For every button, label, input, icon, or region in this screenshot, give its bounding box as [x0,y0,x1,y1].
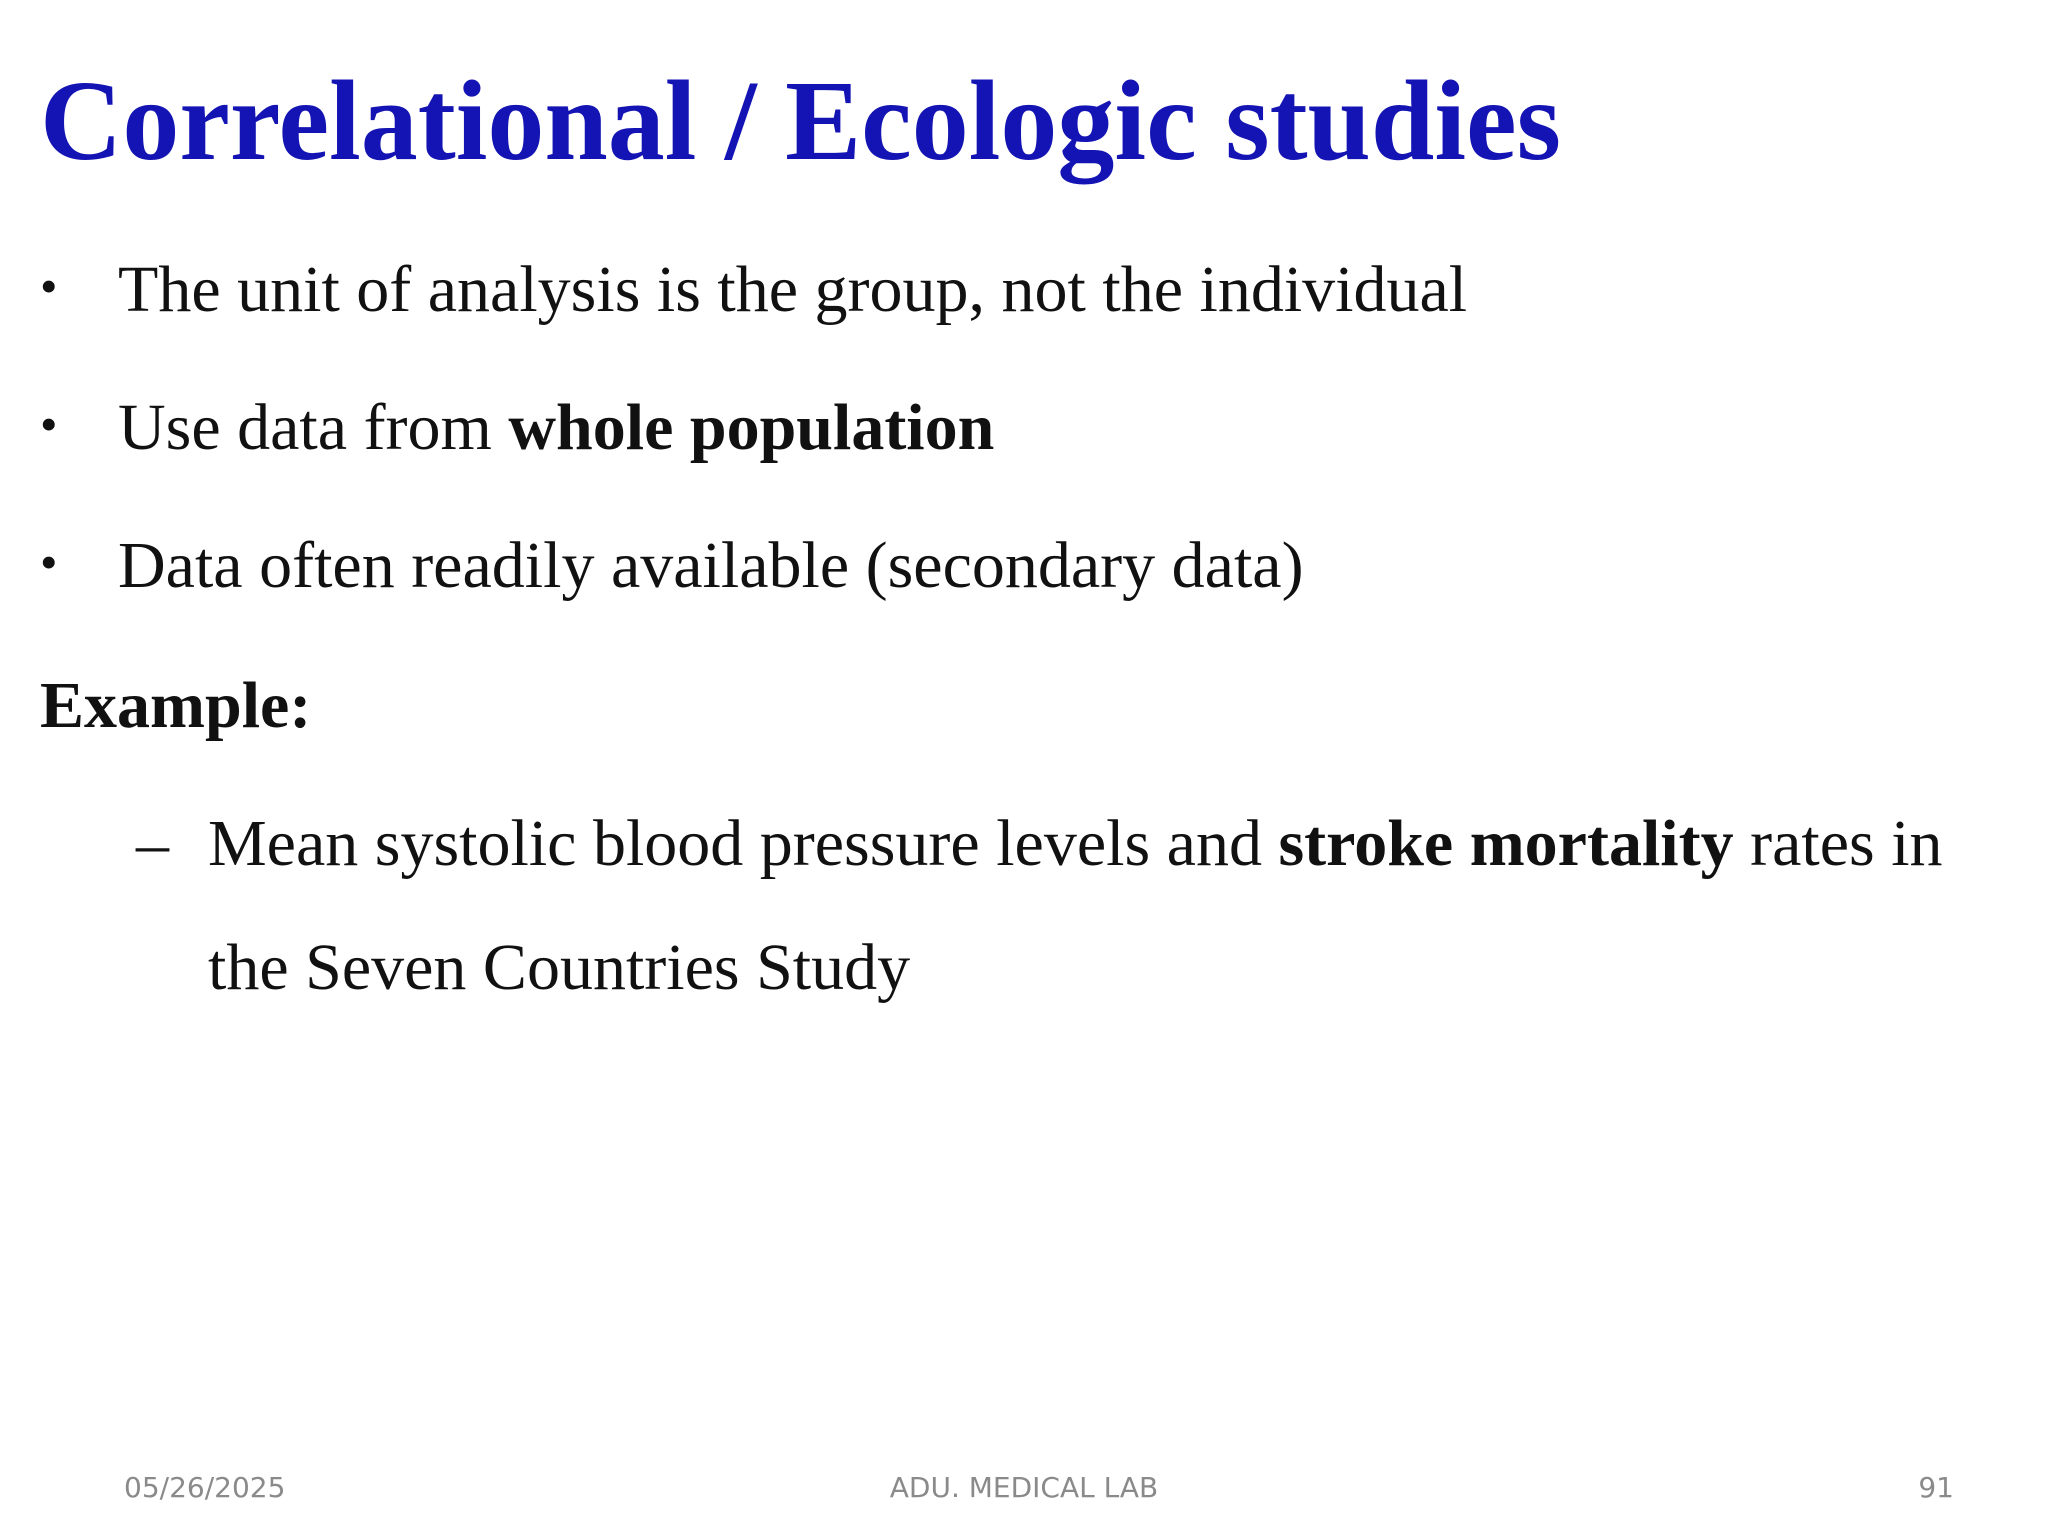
example-item [136,798,1996,1030]
bullet-item [40,244,1467,382]
bullet-icon: • [40,534,58,590]
bullet-icon: • [40,396,58,452]
bullet-text: Data often readily available (secondary data) [118,529,1304,602]
bullet-item [40,520,1467,658]
bullet-item [40,382,1467,520]
example-text-part: rates in the Seven Countries Study [208,807,1943,1004]
example-text-part: Mean systolic blood pressure levels and [208,807,1279,880]
bullet-text-bold: whole population [508,391,995,464]
footer-page-number: 91 [1918,1471,1954,1504]
footer-date: 05/26/2025 [124,1471,286,1504]
example-text [208,782,1996,1030]
bullet-list [40,244,1467,658]
example-text-bold: stroke mortality [1278,807,1734,880]
dash-icon: – [136,807,169,880]
footer-organization: ADU. MEDICAL LAB [889,1471,1159,1504]
slide-title: Correlational / Ecologic studies [40,57,1561,184]
example-heading: Example: [40,669,312,742]
bullet-text: Use data from [118,391,509,464]
bullet-text: The unit of analysis is the group, not the individual [118,253,1468,326]
bullet-icon: • [40,258,58,314]
